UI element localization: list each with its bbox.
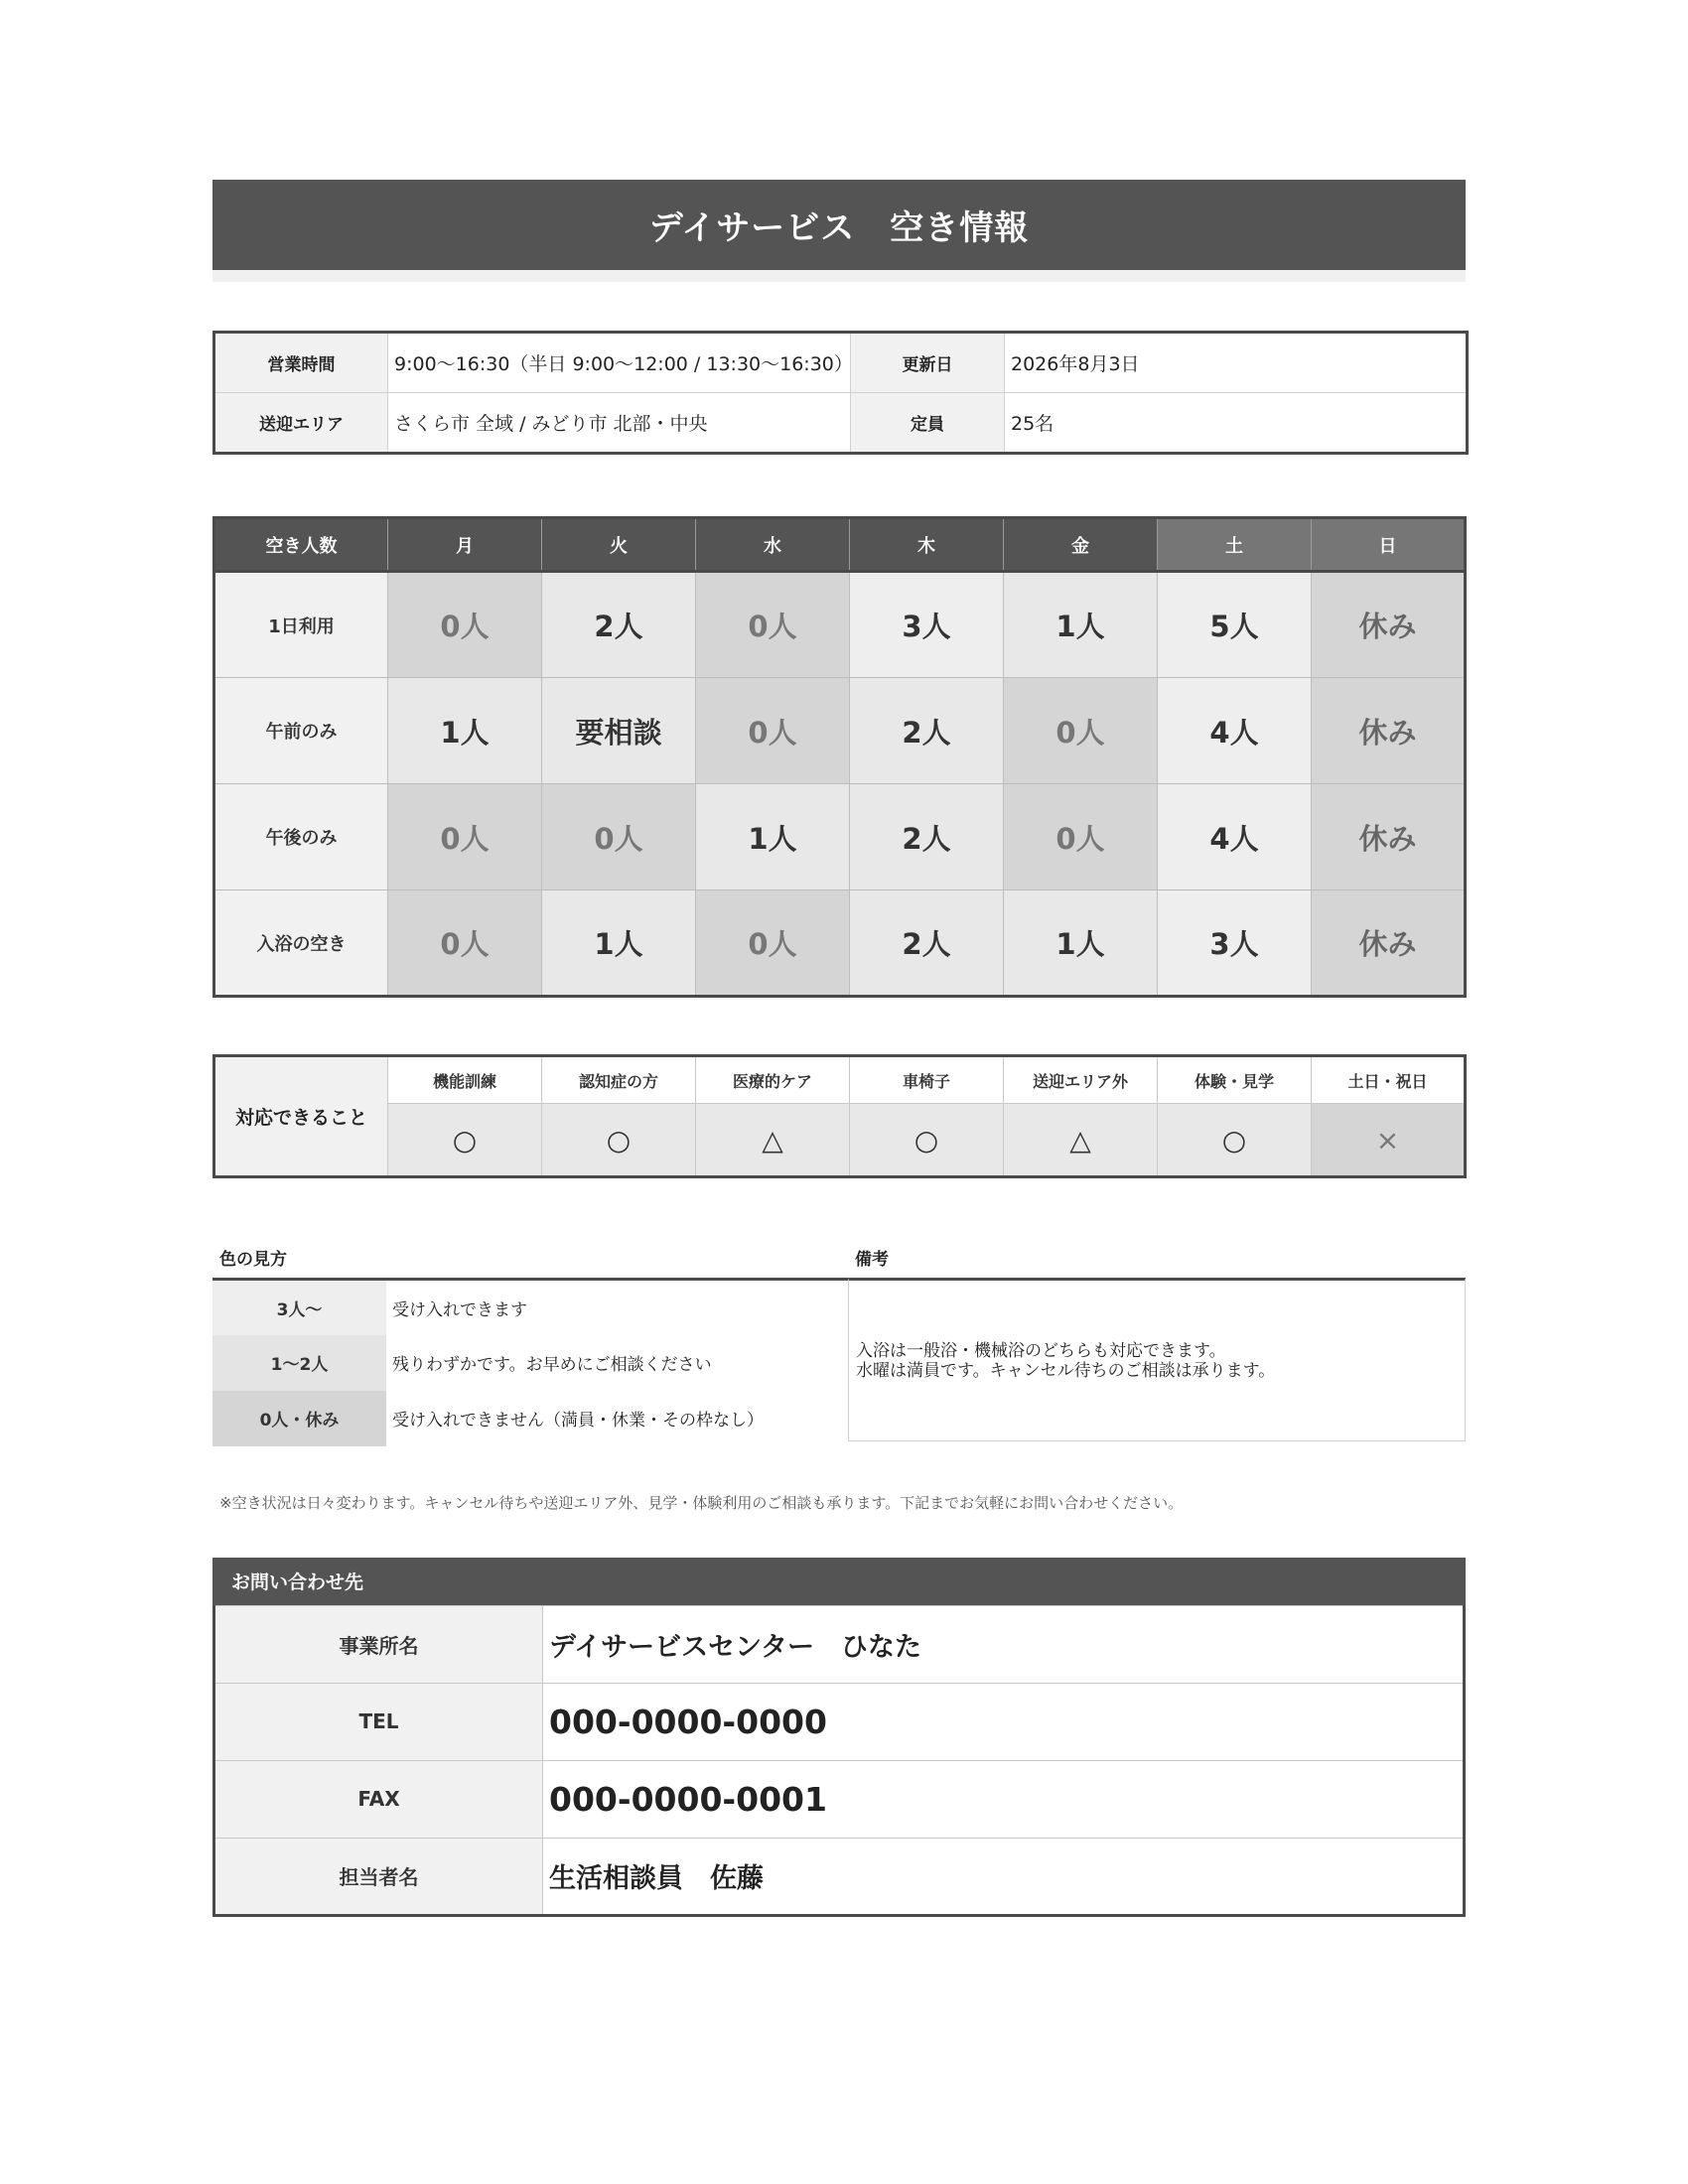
contact-section [212, 1558, 1466, 1917]
availability-row [214, 784, 1466, 890]
availability-cell: 0人 [696, 678, 850, 784]
availability-cell: 1人 [1004, 572, 1158, 678]
remarks-section [848, 1242, 1466, 1446]
capability-name: 医療的ケア [696, 1056, 850, 1104]
day-header: 火 [542, 518, 696, 572]
fax-value: 000-0000-0001 [543, 1760, 1465, 1838]
availability-row-label: 午後のみ [214, 784, 388, 890]
day-header: 金 [1004, 518, 1158, 572]
availability-row [214, 572, 1466, 678]
legend-swatch: 3人〜 [212, 1280, 386, 1335]
availability-cell: 0人 [1004, 784, 1158, 890]
availability-cell: 2人 [850, 678, 1004, 784]
availability-cell: 休み [1312, 890, 1466, 997]
capability-mark: ○ [1158, 1104, 1312, 1177]
tel-label: TEL [214, 1683, 543, 1760]
fax-label: FAX [214, 1760, 543, 1838]
availability-cell: 0人 [388, 890, 542, 997]
legend-description: 受け入れできません（満員・休業・その枠なし） [386, 1391, 848, 1446]
capability-mark: ○ [850, 1104, 1004, 1177]
availability-cell: 2人 [850, 890, 1004, 997]
info-row [214, 333, 1468, 393]
availability-header-row [214, 518, 1466, 572]
hours-value: 9:00〜16:30（半日 9:00〜12:00 / 13:30〜16:30） [388, 333, 851, 393]
availability-cell: 休み [1312, 572, 1466, 678]
office-label: 事業所名 [214, 1605, 543, 1683]
area-label: 送迎エリア [214, 393, 388, 454]
contact-row [214, 1605, 1465, 1683]
availability-cell: 1人 [542, 890, 696, 997]
capabilities-header-row [214, 1056, 1466, 1104]
legend-row [212, 1391, 848, 1446]
legend-swatch: 1〜2人 [212, 1335, 386, 1391]
page-title [212, 180, 1466, 270]
availability-cell: 0人 [696, 890, 850, 997]
capabilities-mark-row [214, 1104, 1466, 1177]
availability-row-label: 入浴の空き [214, 890, 388, 997]
remarks-line: 水曜は満員です。キャンセル待ちのご相談は承ります。 [856, 1360, 1276, 1381]
office-value: デイサービスセンター ひなた [543, 1605, 1465, 1683]
availability-cell: 要相談 [542, 678, 696, 784]
availability-row [214, 890, 1466, 997]
capability-name: 認知症の方 [542, 1056, 696, 1104]
updated-value: 2026年8月3日 [1005, 333, 1468, 393]
updated-label: 更新日 [851, 333, 1005, 393]
availability-cell: 1人 [1004, 890, 1158, 997]
legend-swatch: 0人・休み [212, 1391, 386, 1446]
remarks-line: 入浴は一般浴・機械浴のどちらも対応できます。 [856, 1340, 1226, 1361]
hours-label: 営業時間 [214, 333, 388, 393]
area-value: さくら市 全域 / みどり市 北部・中央 [388, 393, 851, 454]
staff-value: 生活相談員 佐藤 [543, 1838, 1465, 1915]
availability-cell: 0人 [696, 572, 850, 678]
legend-remarks-section [212, 1242, 1466, 1446]
day-header: 土 [1158, 518, 1312, 572]
availability-cell: 5人 [1158, 572, 1312, 678]
contact-table [212, 1605, 1466, 1917]
day-header: 木 [850, 518, 1004, 572]
availability-row [214, 678, 1466, 784]
availability-cell: 休み [1312, 678, 1466, 784]
legend-table [212, 1278, 848, 1446]
staff-label: 担当者名 [214, 1838, 543, 1915]
capability-name: 送迎エリア外 [1004, 1056, 1158, 1104]
availability-cell: 0人 [542, 784, 696, 890]
capacity-label: 定員 [851, 393, 1005, 454]
capability-mark: △ [1004, 1104, 1158, 1177]
capability-name: 車椅子 [850, 1056, 1004, 1104]
availability-cell: 4人 [1158, 784, 1312, 890]
capability-mark: × [1312, 1104, 1466, 1177]
capabilities-table [212, 1054, 1467, 1178]
availability-cell: 2人 [850, 784, 1004, 890]
legend-description: 受け入れできます [386, 1280, 848, 1335]
availability-row-label: 1日利用 [214, 572, 388, 678]
footnote: ※空き状況は日々変わります。キャンセル待ちや送迎エリア外、見学・体験利用のご相談も承ります。下記までお気軽にお問い合わせください。 [219, 1493, 1184, 1512]
availability-cell: 1人 [696, 784, 850, 890]
capabilities-label: 対応できること [214, 1056, 388, 1177]
contact-row [214, 1760, 1465, 1838]
legend-heading: 色の見方 [219, 1250, 287, 1270]
availability-cell: 0人 [388, 572, 542, 678]
legend-row [212, 1280, 848, 1335]
contact-heading [212, 1558, 1466, 1605]
capability-mark: ○ [542, 1104, 696, 1177]
day-header: 日 [1312, 518, 1466, 572]
info-row [214, 393, 1468, 454]
availability-row-label: 午前のみ [214, 678, 388, 784]
remarks-heading: 備考 [855, 1250, 889, 1270]
day-header: 月 [388, 518, 542, 572]
capacity-value: 25名 [1005, 393, 1468, 454]
availability-cell: 休み [1312, 784, 1466, 890]
legend-description: 残りわずかです。お早めにご相談ください [386, 1335, 848, 1391]
availability-cell: 4人 [1158, 678, 1312, 784]
availability-cell: 0人 [388, 784, 542, 890]
day-header: 水 [696, 518, 850, 572]
contact-heading-text: お問い合わせ先 [231, 1571, 364, 1593]
availability-cell: 0人 [1004, 678, 1158, 784]
capability-name: 土日・祝日 [1312, 1056, 1466, 1104]
tel-value: 000-0000-0000 [543, 1683, 1465, 1760]
title-underline [212, 270, 1466, 282]
document [212, 180, 1466, 1917]
capability-mark: ○ [388, 1104, 542, 1177]
capability-name: 体験・見学 [1158, 1056, 1312, 1104]
remarks-box [848, 1278, 1466, 1441]
availability-corner: 空き人数 [214, 518, 388, 572]
availability-cell: 3人 [1158, 890, 1312, 997]
page-title-text: デイサービス 空き情報 [648, 208, 1030, 248]
info-table [212, 331, 1469, 455]
legend-section [212, 1242, 848, 1446]
availability-table [212, 516, 1467, 998]
legend-row [212, 1335, 848, 1391]
capability-name: 機能訓練 [388, 1056, 542, 1104]
availability-cell: 2人 [542, 572, 696, 678]
availability-cell: 1人 [388, 678, 542, 784]
availability-cell: 3人 [850, 572, 1004, 678]
contact-row [214, 1683, 1465, 1760]
capability-mark: △ [696, 1104, 850, 1177]
contact-row [214, 1838, 1465, 1915]
